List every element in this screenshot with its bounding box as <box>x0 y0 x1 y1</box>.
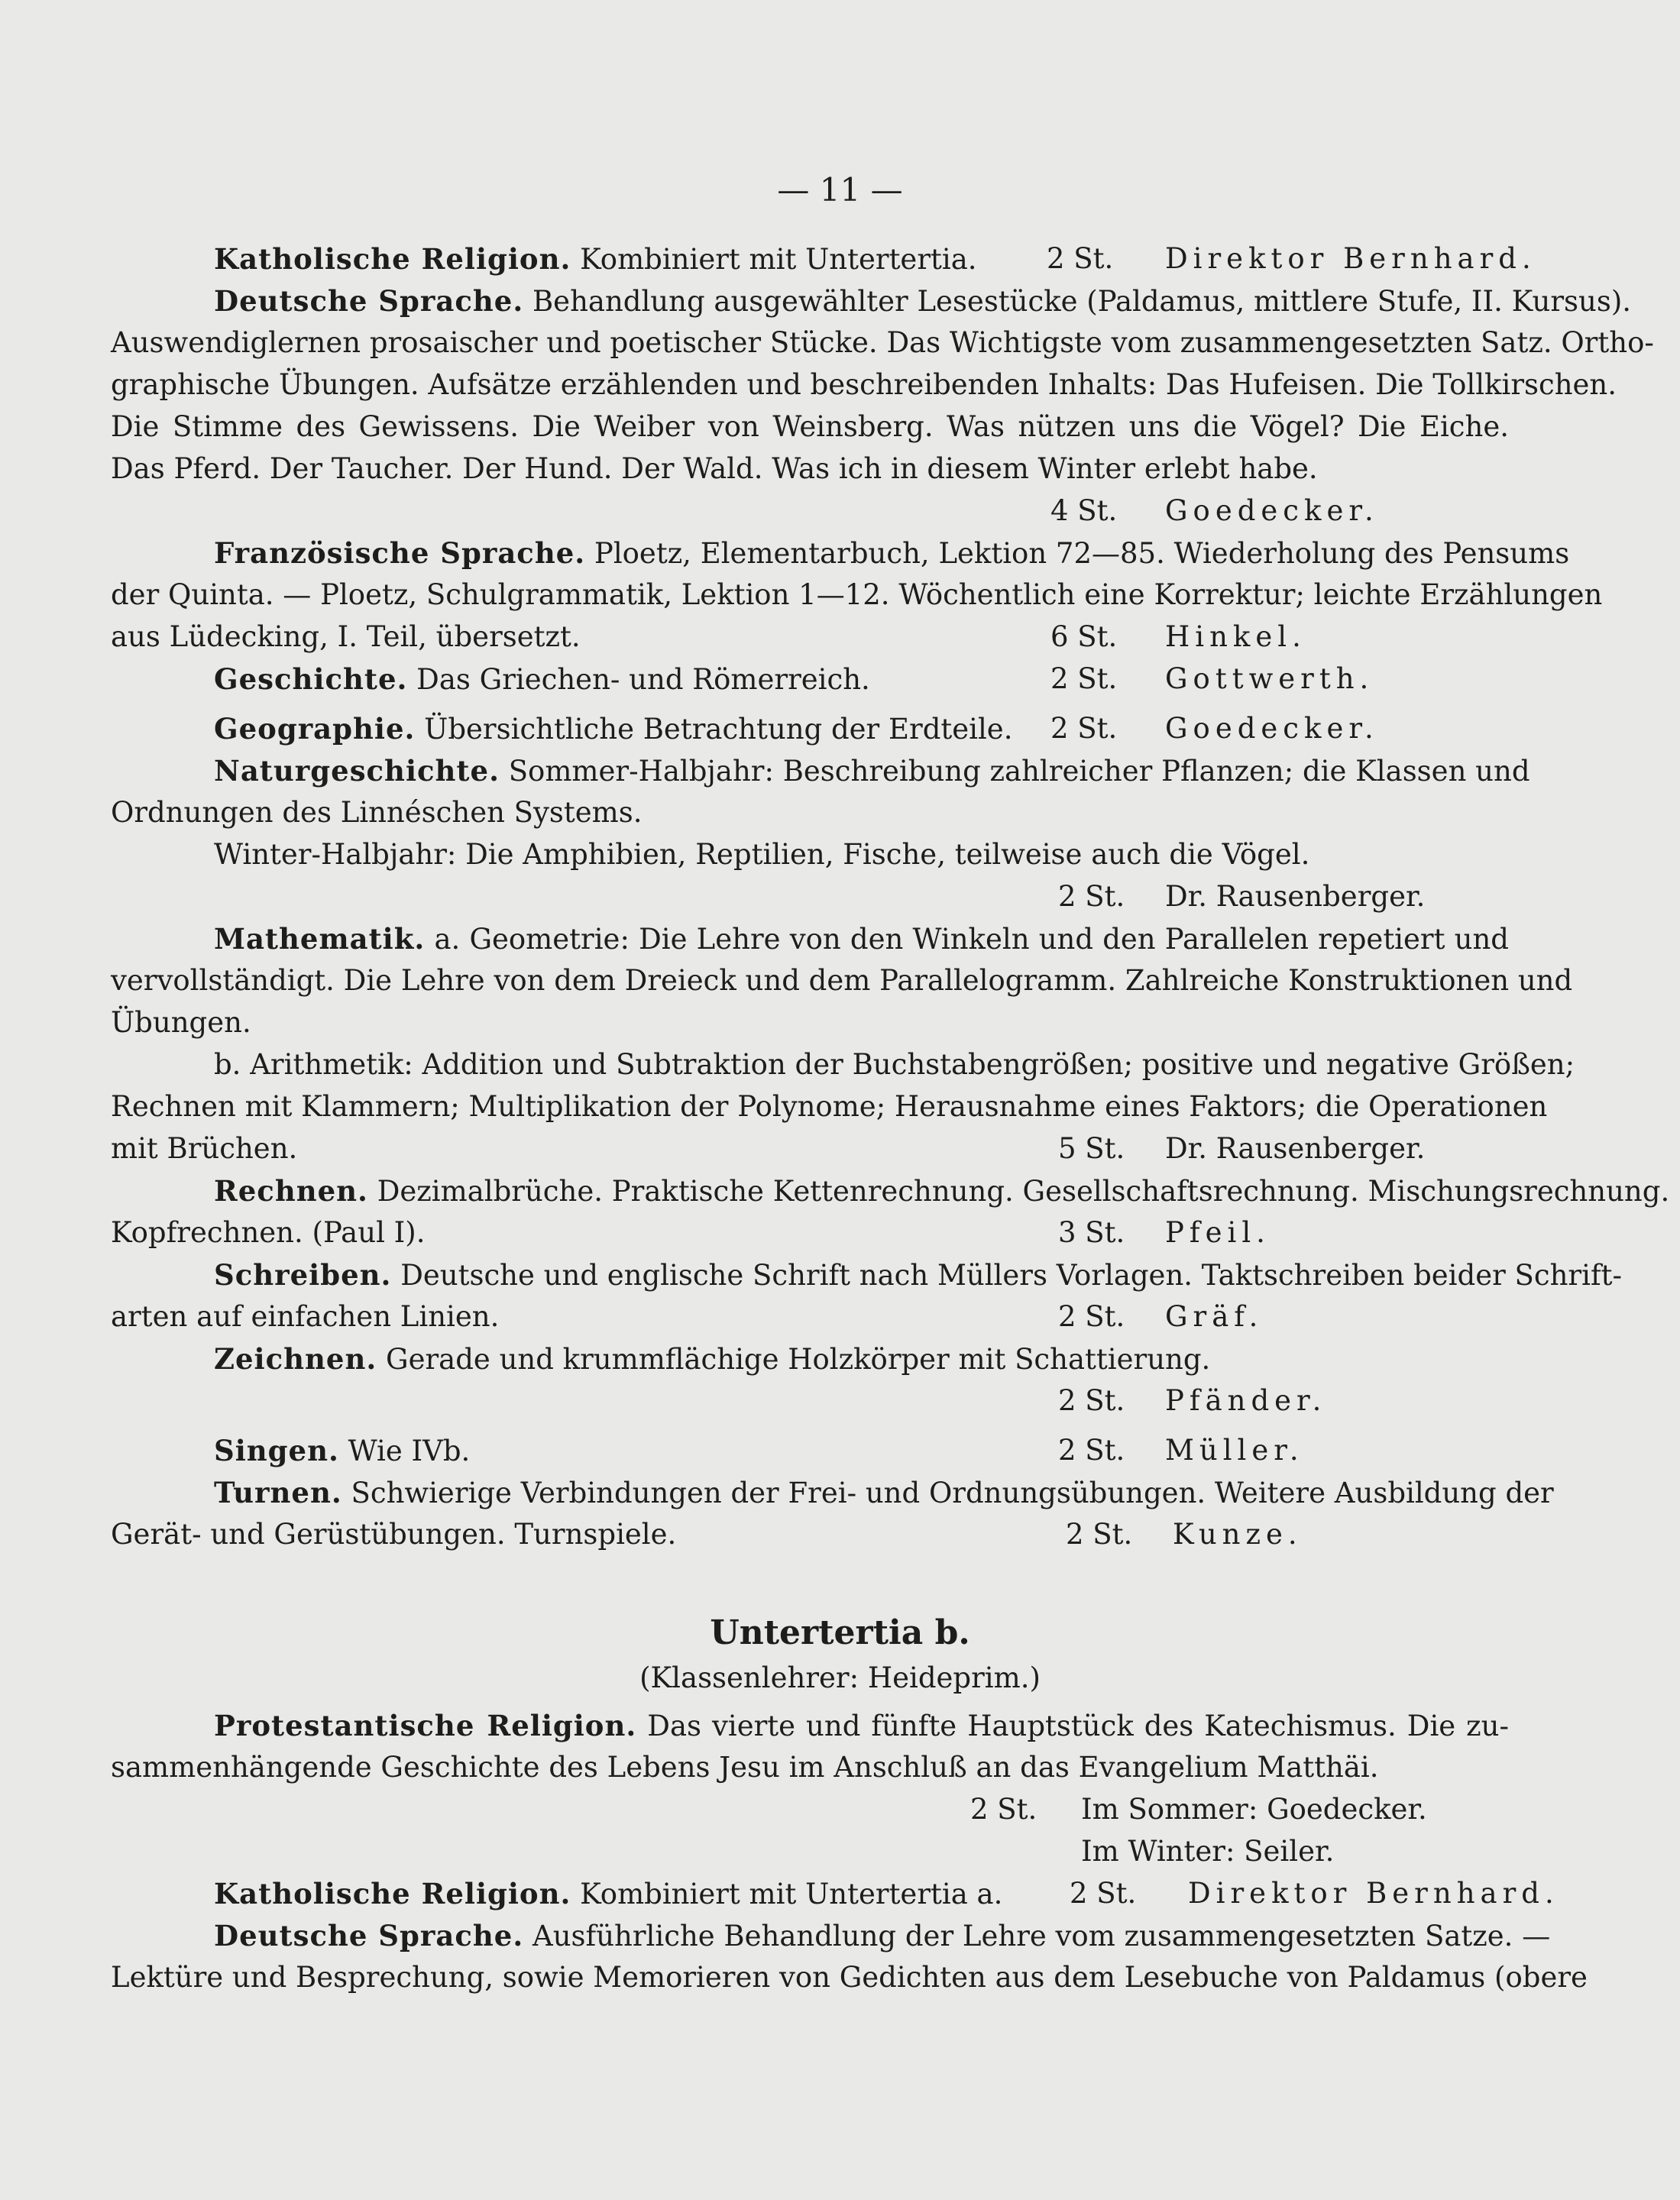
subject-heading: Katholische Religion. <box>214 1877 571 1910</box>
teacher: Im Sommer: Goedecker. <box>1081 1793 1427 1826</box>
hours: 2 St. <box>1066 1518 1133 1551</box>
line-mathematik-1: Mathematik. a. Geometrie: Die Lehre von den Winkeln und den Parallelen repetiert und <box>214 922 1509 956</box>
line-zeichnen: Zeichnen. Gerade und krummflächige Holzkörper mit Schattierung. <box>214 1342 1211 1376</box>
subject-heading: Singen. <box>214 1434 339 1467</box>
subject-heading: Katholische Religion. <box>214 242 571 276</box>
hours: 2 St. <box>1058 1384 1125 1417</box>
paragraph-line: Übungen. <box>111 1006 251 1039</box>
subject-heading: Französische Sprache. <box>214 536 586 570</box>
subject-heading: Protestantische Religion. <box>214 1709 637 1742</box>
paragraph-line: Rechnen mit Klammern; Multiplikation der Polynome; Herausnahme eines Faktors; die Operationen <box>111 1090 1548 1123</box>
teacher: Kunze. <box>1173 1518 1303 1551</box>
hours: 2 St. <box>1058 1434 1125 1467</box>
paragraph-line: vervollständigt. Die Lehre von dem Dreieck und dem Parallelogramm. Zahlreiche Konstruktionen und <box>111 964 1573 997</box>
hours: 2 St. <box>1050 662 1118 695</box>
paragraph-line: Das Pferd. Der Taucher. Der Hund. Der Wald. Was ich in diesem Winter erlebt habe. <box>111 452 1318 485</box>
line-rechnen-1: Rechnen. Dezimalbrüche. Praktische Kettenrechnung. Gesellschaftsrechnung. Mischungsrechnung. <box>214 1174 1670 1208</box>
page-number: — 11 — <box>777 171 903 209</box>
paragraph-line: der Quinta. — Ploetz, Schulgrammatik, Lektion 1—12. Wöchentlich eine Korrektur; leichte Erzählungen <box>111 578 1603 611</box>
paragraph-line: Lektüre und Besprechung, sowie Memorieren von Gedichten aus dem Lesebuche von Paldamus (obere <box>111 1961 1588 1994</box>
paragraph-line: Die Stimme des Gewissens. Die Weiber von Weinsberg. Was nützen uns die Vögel? Die Eiche. <box>111 410 1509 443</box>
subject-heading: Rechnen. <box>214 1174 368 1208</box>
paragraph-line: Gerät- und Gerüstübungen. Turnspiele. 2 St. Kunze. <box>111 1514 1509 1555</box>
paragraph-line: b. Arithmetik: Addition und Subtraktion der Buchstabengrößen; positive und negative Größen; <box>214 1048 1575 1081</box>
teacher: Direktor Bernhard. <box>1188 1877 1559 1910</box>
line-naturgeschichte-1: Naturgeschichte. Sommer-Halbjahr: Beschreibung zahlreicher Pflanzen; die Klassen und <box>214 754 1530 788</box>
hours: 2 St. <box>1050 712 1118 745</box>
line-prot-religion-1: Protestantische Religion. Das vierte und fünfte Hauptstück des Katechismus. Die zu- <box>214 1709 1509 1742</box>
paragraph-line: graphische Übungen. Aufsätze erzählenden und beschreibenden Inhalts: Das Hufeisen. Die Tollkirschen. <box>111 368 1617 401</box>
line-deutsch-b-1: Deutsche Sprache. Ausführliche Behandlung der Lehre vom zusammengesetzten Satze. — <box>214 1919 1551 1952</box>
subject-heading: Turnen. <box>214 1476 342 1509</box>
paragraph-line: mit Brüchen. 5 St. Dr. Rausenberger. <box>111 1128 1509 1170</box>
line-franzoesisch-1: Französische Sprache. Ploetz, Elementarbuch, Lektion 72—85. Wiederholung des Pensums <box>214 536 1570 570</box>
teacher: Müller. <box>1165 1434 1304 1467</box>
class-teacher: (Klassenlehrer: Heideprim.) <box>639 1661 1041 1694</box>
subject-heading: Zeichnen. <box>214 1342 377 1376</box>
paragraph-line: sammenhängende Geschichte des Lebens Jesu im Anschluß an das Evangelium Matthäi. <box>111 1751 1379 1784</box>
line-deutsch-1: Deutsche Sprache. Behandlung ausgewählter Lesestücke (Paldamus, mittlere Stufe, II. Kursus). <box>214 284 1632 318</box>
paragraph-line: arten auf einfachen Linien. 2 St. Gräf. <box>111 1296 1509 1338</box>
subject-heading: Mathematik. <box>214 922 426 956</box>
teacher: Dr. Rausenberger. <box>1165 880 1426 913</box>
teacher: Pfänder. <box>1165 1384 1327 1417</box>
subject-heading: Naturgeschichte. <box>214 754 500 788</box>
paragraph-line: Winter-Halbjahr: Die Amphibien, Reptilien, Fische, teilweise auch die Vögel. <box>214 838 1310 871</box>
teacher: Im Winter: Seiler. <box>1081 1835 1335 1868</box>
line-geographie: Geographie. Übersichtliche Betrachtung der Erdteile. 2 St. Goedecker. <box>214 708 1509 750</box>
hours: 5 St. <box>1058 1132 1125 1165</box>
hours: 2 St. <box>1070 1877 1137 1910</box>
subject-heading: Deutsche Sprache. <box>214 1919 524 1952</box>
line-turnen-1: Turnen. Schwierige Verbindungen der Frei- und Ordnungsübungen. Weitere Ausbildung der <box>214 1476 1554 1509</box>
teacher: Gräf. <box>1165 1300 1264 1333</box>
line-kath-religion-b: Katholische Religion. Kombiniert mit Untertertia a. 2 St. Direktor Bernhard. <box>214 1873 1509 1915</box>
paragraph-line: Auswendiglernen prosaischer und poetischer Stücke. Das Wichtigste vom zusammengesetzten Satz. Ortho- <box>111 326 1654 359</box>
subject-heading: Schreiben. <box>214 1258 392 1292</box>
hours: 2 St. <box>1047 242 1114 275</box>
section-title: Untertertia b. <box>710 1613 970 1652</box>
subject-heading: Deutsche Sprache. <box>214 284 524 318</box>
teacher: Gottwerth. <box>1165 662 1374 695</box>
line-geschichte: Geschichte. Das Griechen- und Römerreich. 2 St. Gottwerth. <box>214 658 1509 700</box>
paragraph-line: Kopfrechnen. (Paul I). 3 St. Pfeil. <box>111 1212 1509 1254</box>
teacher: Goedecker. <box>1165 712 1379 745</box>
subject-heading: Geschichte. <box>214 662 408 696</box>
teacher: Dr. Rausenberger. <box>1165 1132 1426 1165</box>
subject-heading: Geographie. <box>214 712 416 746</box>
hours: 4 St. <box>1050 494 1118 527</box>
hours: 2 St. <box>1058 880 1125 913</box>
line-schreiben-1: Schreiben. Deutsche und englische Schrift nach Müllers Vorlagen. Taktschreiben beider Schrift- <box>214 1258 1623 1292</box>
teacher: Pfeil. <box>1165 1216 1271 1249</box>
hours: 3 St. <box>1058 1216 1125 1249</box>
hours: 2 St. <box>1058 1300 1125 1333</box>
teacher: Direktor Bernhard. <box>1165 242 1536 275</box>
line-singen: Singen. Wie IVb. 2 St. Müller. <box>214 1430 1509 1472</box>
hours: 2 St. <box>970 1793 1037 1826</box>
teacher: Goedecker. <box>1165 494 1379 527</box>
line-kath-religion: Katholische Religion. Kombiniert mit Untertertia. 2 St. Direktor Bernhard. <box>214 238 1509 280</box>
teacher: Hinkel. <box>1165 620 1306 653</box>
paragraph-line: aus Lüdecking, I. Teil, übersetzt. 6 St. Hinkel. <box>111 616 1509 658</box>
hours: 6 St. <box>1050 620 1118 653</box>
paragraph-line: Ordnungen des Linnéschen Systems. <box>111 796 643 829</box>
